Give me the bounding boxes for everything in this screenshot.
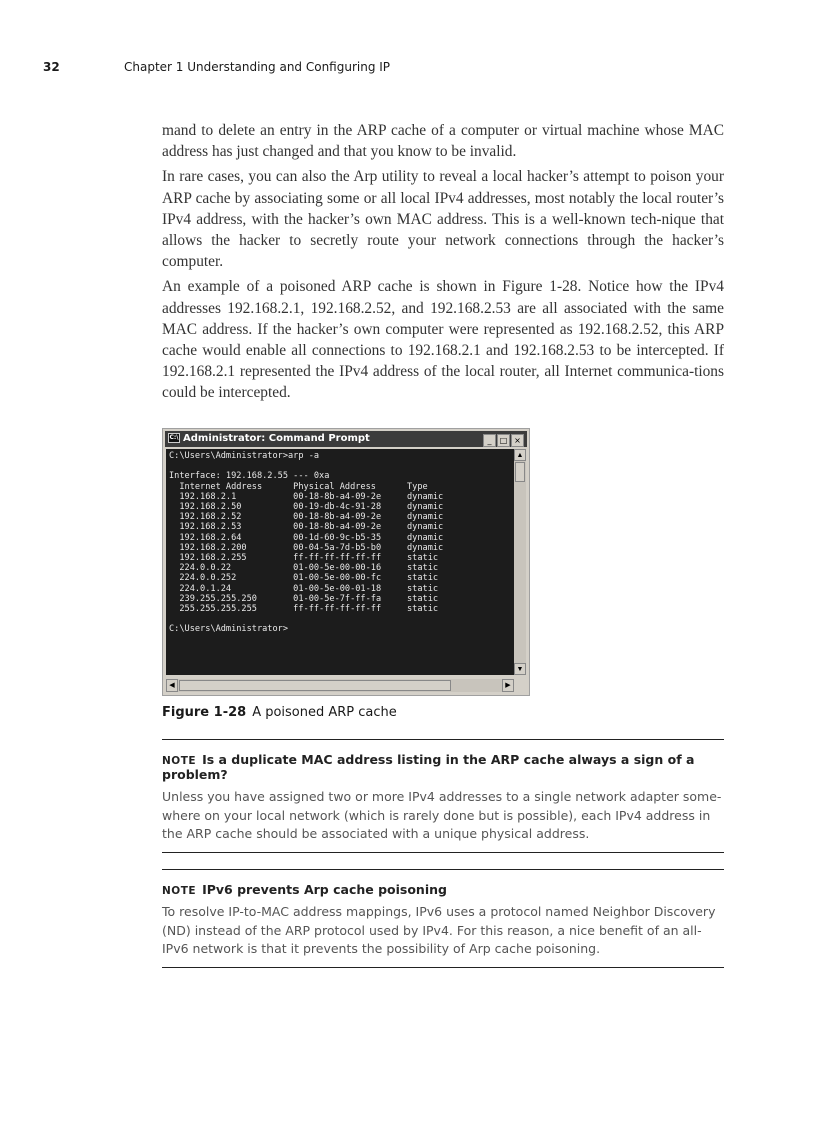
window-title: Administrator: Command Prompt xyxy=(183,433,370,444)
close-icon[interactable]: × xyxy=(511,434,524,447)
console-line: 192.168.2.1 00-18-8b-a4-09-2e dynamic xyxy=(169,491,444,502)
figure-label: Figure 1-28 xyxy=(162,705,247,720)
console-line: C:\Users\Administrator> xyxy=(169,624,288,635)
paragraph: mand to delete an entry in the ARP cache of a computer or virtual machine whose MAC address has just changed and that you know to be invalid. xyxy=(162,122,724,161)
note-heading xyxy=(162,752,724,782)
note-text: Unless you have assigned two or more IPv4 addresses to a single network adapter some-where on your local network (which is rarely done but is possible), each IPv4 address in the ARP cache should be associated with a unique physical address. xyxy=(162,789,722,842)
scroll-down-icon[interactable]: ▼ xyxy=(514,663,526,675)
scroll-left-icon[interactable]: ◀ xyxy=(166,679,178,692)
console-line: 192.168.2.50 00-19-db-4c-91-28 dynamic xyxy=(169,502,444,513)
console-line: 192.168.2.53 00-18-8b-a4-09-2e dynamic xyxy=(169,522,444,533)
note-text: To resolve IP-to-MAC address mappings, IPv6 uses a protocol named Neighbor Discovery (ND) instead of the ARP protocol used by IPv4. For this reason, a nice benefit of an all-IPv6 network is that it prevents the possibility of Arp cache poisoning. xyxy=(162,904,716,957)
note-heading xyxy=(162,882,724,897)
window-controls xyxy=(482,433,524,445)
console-line: C:\Users\Administrator>arp -a xyxy=(169,451,320,461)
figure-caption xyxy=(162,705,397,720)
console-line: 192.168.2.255 ff-ff-ff-ff-ff-ff static xyxy=(169,553,439,564)
note-box xyxy=(162,739,724,853)
console-line xyxy=(169,461,514,471)
console-line xyxy=(169,614,514,624)
note-tag: NOTE xyxy=(162,755,197,767)
command-prompt-window xyxy=(162,428,530,696)
figure-caption-text: A poisoned ARP cache xyxy=(252,705,397,720)
hscroll-thumb[interactable] xyxy=(179,680,451,691)
console-line: 224.0.0.252 01-00-5e-00-00-fc static xyxy=(169,573,439,584)
paragraph: In rare cases, you can also the Arp utility to reveal a local hacker’s attempt to poison your ARP cache by associating some or all local IPv4 addresses, most notably the local router’s IPv4 address, with the hacker’s own MAC address. This is a well-known tech-nique that allows the hacker to secretly route your network connections through the hacker’s computer. xyxy=(162,168,724,271)
scroll-right-icon[interactable]: ▶ xyxy=(502,679,514,692)
chapter-title: Chapter 1 Understanding and Configuring IP xyxy=(124,60,391,74)
note-box xyxy=(162,869,724,968)
console-line: 239.255.255.250 01-00-5e-7f-ff-fa static xyxy=(169,593,439,604)
cmd-icon: C:\ xyxy=(169,434,179,441)
console-line: 192.168.2.200 00-04-5a-7d-b5-b0 dynamic xyxy=(169,542,444,553)
body-text xyxy=(162,120,724,408)
console-line: Interface: 192.168.2.55 --- 0xa xyxy=(169,471,330,482)
maximize-icon[interactable]: □ xyxy=(497,434,510,447)
page-number: 32 xyxy=(43,60,60,74)
scroll-up-icon[interactable]: ▲ xyxy=(514,449,526,461)
console-line: 192.168.2.52 00-18-8b-a4-09-2e dynamic xyxy=(169,512,444,523)
page-header xyxy=(0,57,816,77)
console-line: 255.255.255.255 ff-ff-ff-ff-ff-ff static xyxy=(169,604,439,615)
window-titlebar xyxy=(165,431,527,447)
note-title: Is a duplicate MAC address listing in the ARP cache always a sign of a problem? xyxy=(162,752,695,782)
vertical-scrollbar[interactable] xyxy=(514,449,526,675)
console-line: 224.0.1.24 01-00-5e-00-01-18 static xyxy=(169,583,439,594)
console-line: 224.0.0.22 01-00-5e-00-00-16 static xyxy=(169,563,439,574)
minimize-icon[interactable]: _ xyxy=(483,434,496,447)
scroll-thumb[interactable] xyxy=(515,462,525,482)
console-output[interactable] xyxy=(166,449,514,675)
console-line: 192.168.2.64 00-1d-60-9c-b5-35 dynamic xyxy=(169,532,444,543)
console-line: Internet Address Physical Address Type xyxy=(169,481,428,492)
paragraph: An example of a poisoned ARP cache is shown in Figure 1-28. Notice how the IPv4 addresses 192.168.2.1, 192.168.2.52, and 192.168.2.53 are all associated with the same MAC address. If the hacker’s own computer were represented as 192.168.2.52, this ARP cache would enable all connections to 192.168.2.1 and 192.168.2.53 to be intercepted. If 192.168.2.1 represented the IPv4 address of the local router, all Internet communica-tions could be intercepted. xyxy=(162,278,724,402)
note-tag: NOTE xyxy=(162,885,197,897)
note-title: IPv6 prevents Arp cache poisoning xyxy=(202,882,447,897)
horizontal-scrollbar[interactable] xyxy=(166,679,514,692)
